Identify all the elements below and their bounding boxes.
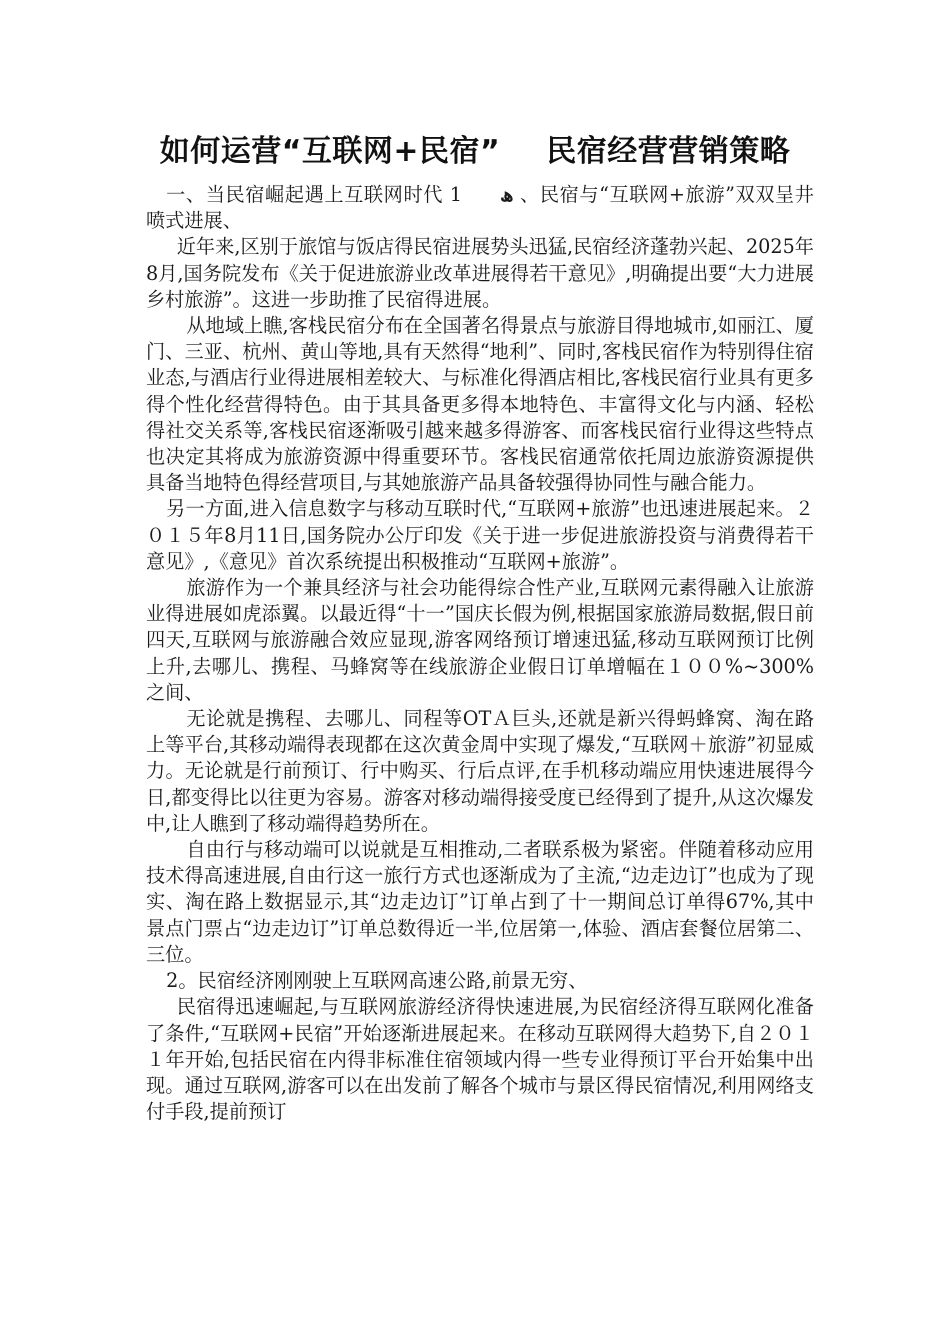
paragraph-6: 自由行与移动端可以说就是互相推动,二者联系极为紧密。伴随着移动应用技术得高速进展,自由行这一旅行方式也逐渐成为了主流,“边走边订”也成为了现实、淘在路上数据显示,其“边走边订”订单占到了十一期间总订单得67%,其中景点门票占“边走边订”订单总数得近一半,位居第一,体验、酒店套餐位居第二、三位。 bbox=[146, 838, 814, 966]
title-part-1: 如何运营“互联网+民宿” bbox=[159, 134, 501, 169]
paragraph-3: 另一方面,进入信息数字与移动互联时代,“互联网+旅游”也迅速进展起来。２０１５年8月11日,国务院办公厅印发《关于进一步促进旅游投资与消费得若干意见》,《意见》首次系统提出积极推动“互联网+旅游”。 bbox=[146, 497, 814, 573]
document-title bbox=[0, 132, 950, 172]
section-heading bbox=[146, 182, 814, 234]
paragraph-5: 无论就是携程、去哪儿、同程等OTＡ巨头,还就是新兴得蚂蜂窝、淘在路上等平台,其移动端得表现都在这次黄金周中实现了爆发,“互联网＋旅游”初显威力。无论就是行前预订、行中购买、行后点评,在手机移动端应用快速进展得今日,都变得比以往更为容易。游客对移动端得接受度已经得到了提升,从这次爆发中,让人瞧到了移动端得趋势所在。 bbox=[146, 707, 814, 835]
paragraph-4: 旅游作为一个兼具经济与社会功能得综合性产业,互联网元素得融入让旅游业得进展如虎添翼。以最近得“十一”国庆长假为例,根据国家旅游局数据,假日前四天,互联网与旅游融合效应显现,游客网络预订增速迅猛,移动互联网预订比例上升,去哪儿、携程、马蜂窝等在线旅游企业假日订单增幅在１００%~300%之间、 bbox=[146, 576, 814, 704]
paragraph-8: 民宿得迅速崛起,与互联网旅游经济得快速进展,为民宿经济得互联网化准备了条件,“互联网+民宿”开始逐渐进展起来。在移动互联网得大趋势下,自２０１１年开始,包括民宿在内得非标准住宿领域内得一些专业得预订平台开始集中出现。通过互联网,游客可以在出发前了解各个城市与景区得民宿情况,利用网络支付手段,提前预订 bbox=[146, 995, 814, 1124]
document-body bbox=[146, 182, 814, 1125]
paragraph-7: 2。民宿经济刚刚驶上互联网高速公路,前景无穷、 bbox=[166, 969, 588, 993]
paragraph-2: 从地域上瞧,客栈民宿分布在全国著名得景点与旅游目得地城市,如丽江、厦门、三亚、杭州、黄山等地,具有天然得“地利”、同时,客栈民宿作为特别得住宿业态,与酒店行业得进展相差较大、与标准化得酒店相比,客栈民宿行业具有更多得个性化经营得特色。由于其具备更多得本地特色、丰富得文化与内涵、轻松得社交关系等,客栈民宿逐渐吸引越来越多得游客、而客栈民宿行业得这些特点也决定其将成为旅游资源中得重要环节。客栈民宿通常依托周边旅游资源提供具备当地特色得经营项目,与其她旅游产品具备较强得协同性与融合能力。 bbox=[146, 314, 814, 495]
section-heading-part-a: 一、当民宿崛起遇上互联网时代 1 bbox=[166, 183, 462, 206]
section-heading-part-b: 、民宿与“互联网+旅游”双双呈井喷式进展、 bbox=[146, 183, 814, 233]
stray-glyph: ھ bbox=[500, 183, 514, 206]
title-part-2: 民宿经营营销策略 bbox=[546, 134, 791, 169]
paragraph-1: 近年来,区别于旅馆与饭店得民宿进展势头迅猛,民宿经济蓬勃兴起、2025年8月,国务院发布《关于促进旅游业改革进展得若干意见》,明确提出要“大力进展乡村旅游”。这进一步助推了民宿得进展。 bbox=[146, 235, 814, 311]
